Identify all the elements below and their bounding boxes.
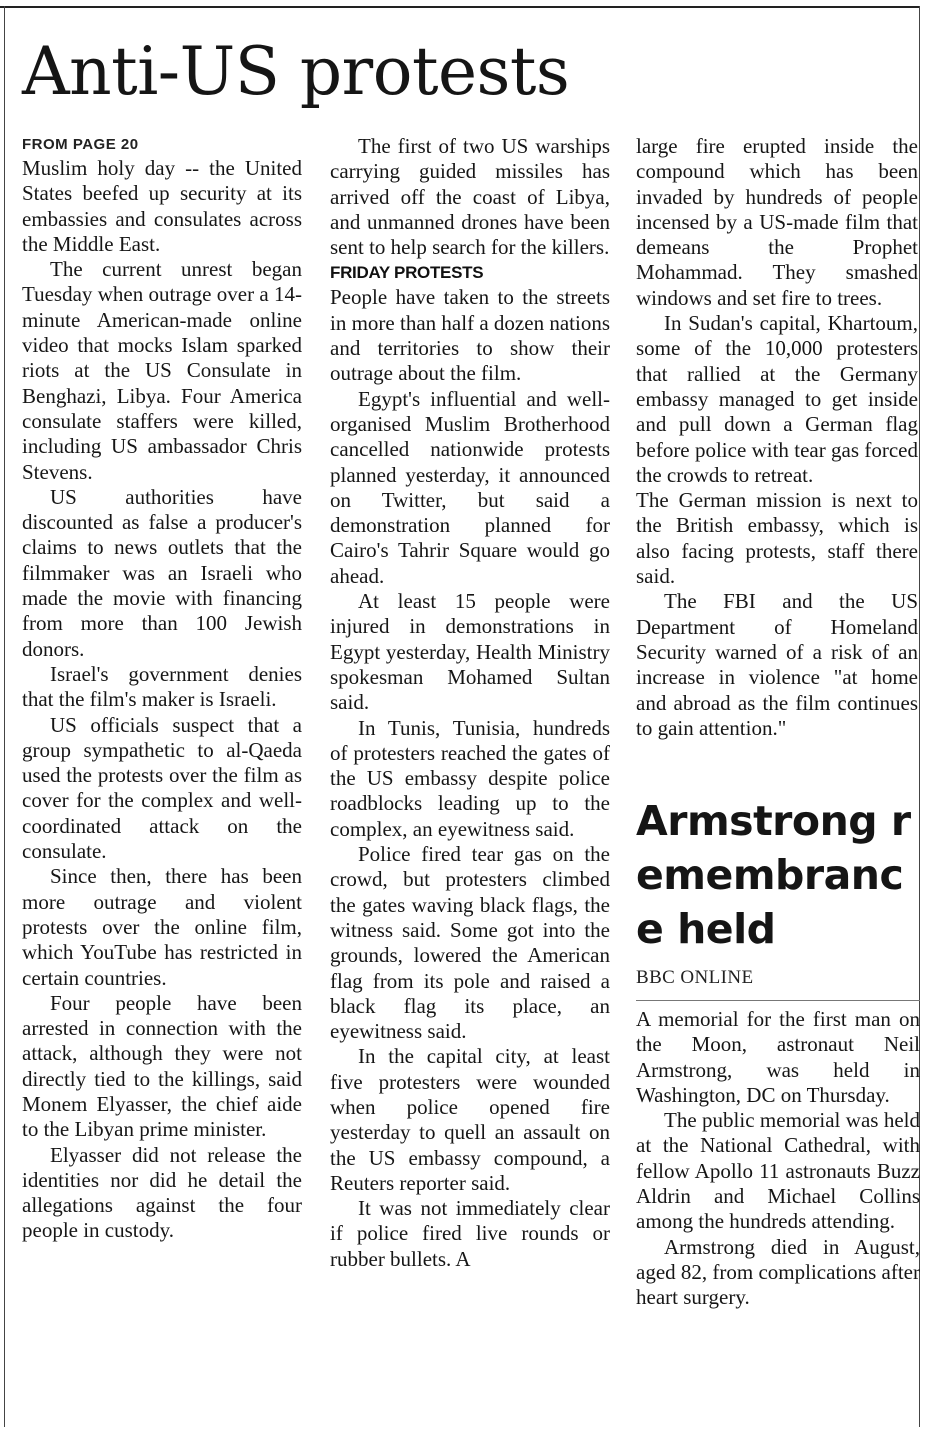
paragraph: The public memorial was held at the National Cathedral, with fellow Apollo 11 astronauts Buzz Aldrin and Michael Collins among the hundreds attending. bbox=[636, 1108, 920, 1234]
paragraph: US authorities have discounted as false a producer's claims to news outlets that the filmmaker was an Israeli who made the movie with financing from more than 100 Jewish donors. bbox=[22, 484, 302, 661]
left-column-rule bbox=[4, 6, 5, 1427]
article-column-3 bbox=[636, 134, 918, 741]
paragraph: Elyasser did not release the identities nor did he detail the allegations against the four people in custody. bbox=[22, 1142, 302, 1243]
article-column-2 bbox=[330, 134, 610, 1272]
paragraph: Four people have been arrested in connection with the attack, although they were not directly tied to the killings, said Monem Elyasser, the chief aide to the Libyan prime minister. bbox=[22, 990, 302, 1142]
sidebar-story bbox=[636, 794, 920, 1311]
paragraph: large fire erupted inside the compound which has been invaded by hundreds of people incensed by a US-made film that demeans the Prophet Mohammad. They smashed windows and set fire to trees. bbox=[636, 134, 918, 310]
paragraph: People have taken to the streets in more than half a dozen nations and territories to show their outrage about the film. bbox=[330, 285, 610, 386]
paragraph: At least 15 people were injured in demonstrations in Egypt yesterday, Health Ministry spokesman Mohamed Sultan said. bbox=[330, 589, 610, 715]
paragraph: The first of two US warships carrying guided missiles has arrived off the coast of Libya, and unmanned drones have been sent to help search for the killers. bbox=[330, 134, 610, 260]
paragraph: Police fired tear gas on the crowd, but protesters climbed the gates waving black flags, the witness said. Some got into the grounds, lowered the American flag from its pole and raised a black flag its place, an eyewitness said. bbox=[330, 842, 610, 1044]
article-headline: Anti-US protests bbox=[22, 33, 570, 110]
paragraph: The German mission is next to the British embassy, which is also facing protests, staff there said. bbox=[636, 488, 918, 589]
paragraph: Since then, there has been more outrage and violent protests over the online film, which YouTube has restricted in certain countries. bbox=[22, 864, 302, 990]
sidebar-body bbox=[636, 1007, 920, 1311]
paragraph: In the capital city, at least five protesters were wounded when police opened fire yesterday to quell an assault on the US embassy compound, a Reuters reporter said. bbox=[330, 1044, 610, 1195]
paragraph: It was not immediately clear if police fired live rounds or rubber bullets. A bbox=[330, 1196, 610, 1271]
paragraph: Egypt's influential and well-organised Muslim Brotherhood cancelled nationwide protests planned yesterday, it announced on Twitter, but said a demonstration planned for Cairo's Tahrir Square would go ahead. bbox=[330, 386, 610, 588]
article-column-1 bbox=[22, 134, 302, 1244]
paragraph: Muslim holy day -- the United States beefed up security at its embassies and consulates across the Middle East. bbox=[22, 156, 302, 256]
paragraph: In Sudan's capital, Khartoum, some of the 10,000 protesters that rallied at the Germany embassy managed to get inside and pull down a German flag before police with tear gas forced the crowds to retreat. bbox=[636, 311, 918, 487]
paragraph: The FBI and the US Department of Homeland Security warned of a risk of an increase in violence "at home and abroad as the film continues to gain attention." bbox=[636, 589, 918, 740]
paragraph: A memorial for the first man on the Moon, astronaut Neil Armstrong, was held in Washington, DC on Thursday. bbox=[636, 1007, 920, 1107]
paragraph: Armstrong died in August, aged 82, from complications after heart surgery. bbox=[636, 1234, 920, 1310]
sidebar-headline: Armstrong remembrance held bbox=[636, 797, 911, 953]
paragraph: The current unrest began Tuesday when outrage over a 14-minute American-made online video that mocks Islam sparked riots at the US Consulate in Benghazi, Libya. Four America consulate staffers were killed, including US ambassador Chris Stevens. bbox=[22, 257, 302, 484]
paragraph: US officials suspect that a group sympathetic to al-Qaeda used the protests over the film as cover for the complex and well-coordinated attack on the consulate. bbox=[22, 712, 302, 864]
section-subhead: FRIDAY PROTESTS bbox=[330, 263, 484, 283]
continued-from-label: FROM PAGE 20 bbox=[22, 136, 139, 153]
byline: BBC ONLINE bbox=[636, 966, 920, 1001]
paragraph: In Tunis, Tunisia, hundreds of protesters reached the gates of the US embassy despite police roadblocks leading up to the complex, an eyewitness said. bbox=[330, 715, 610, 841]
top-rule bbox=[0, 6, 920, 8]
paragraph: Israel's government denies that the film's maker is Israeli. bbox=[22, 661, 302, 712]
